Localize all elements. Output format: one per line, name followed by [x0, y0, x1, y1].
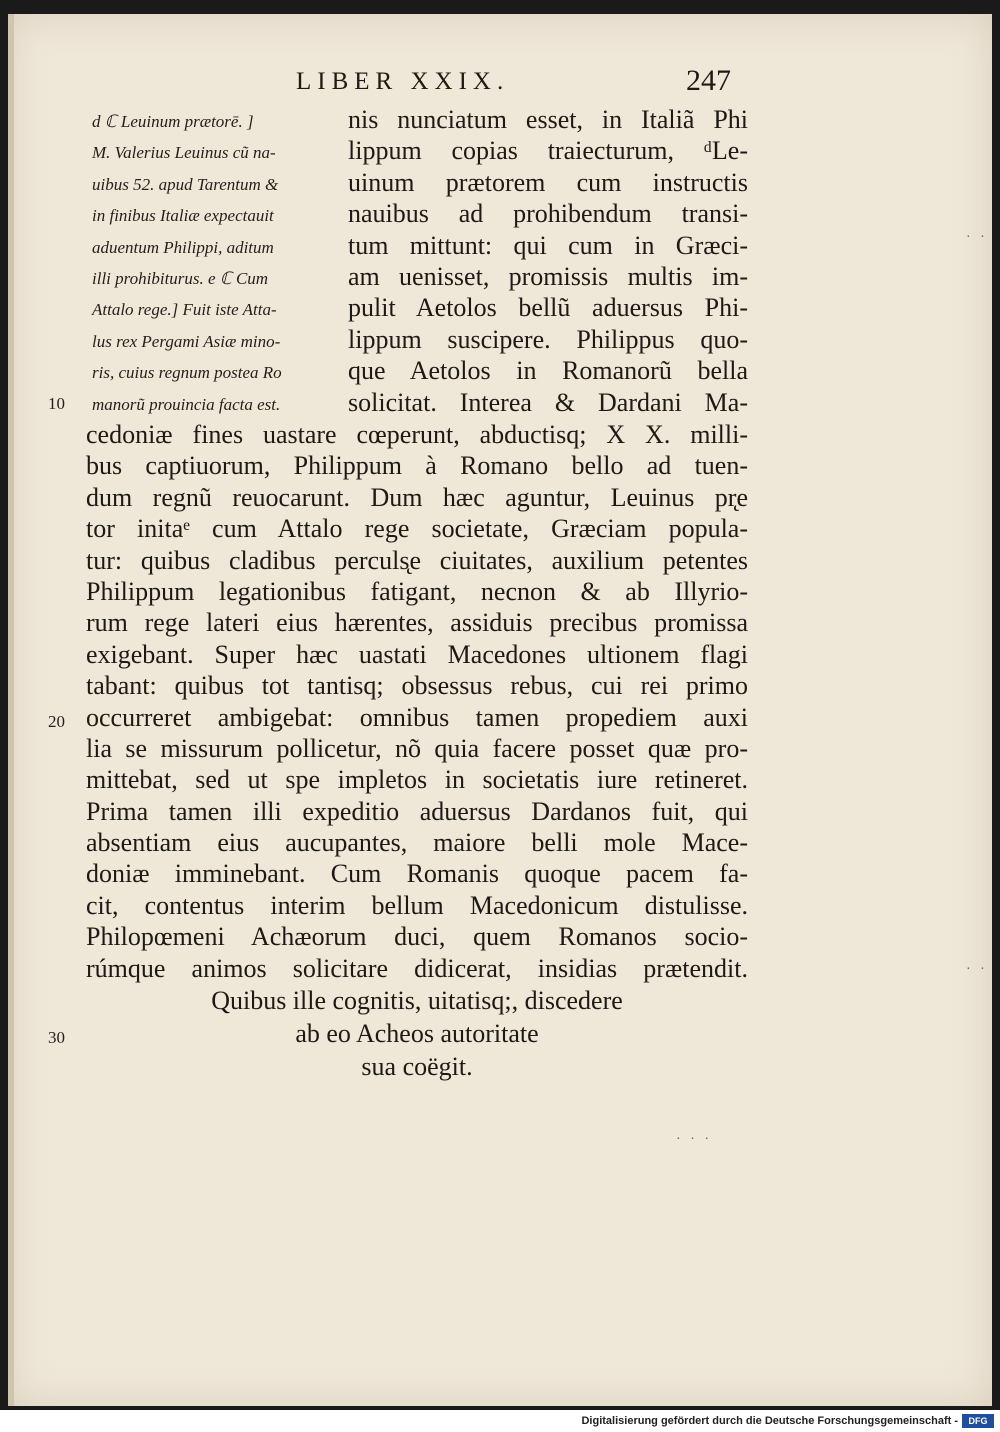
- dfg-logo: DFG: [962, 1414, 994, 1428]
- footer-credit-text: Digitalisierung gefördert durch die Deutsche Forschungsgemeinschaft -: [581, 1415, 958, 1427]
- text-line: dum regnũ reuocarunt. Dum hæc aguntur, Leuinus pr̨e: [86, 482, 748, 512]
- digitization-footer: [0, 1410, 1000, 1432]
- text-line: am uenisset, promissis multis im-: [348, 261, 748, 291]
- line-number-20: 20: [48, 712, 65, 731]
- closing-paragraph: [86, 984, 748, 1083]
- text-line: que Aetolos in Romanorũ bella: [348, 356, 748, 386]
- text-line: Philippum legationibus fatigant, necnon & ab Illyrio-: [86, 576, 748, 606]
- text-line: solicitat. Interea & Dardani Ma-: [348, 387, 748, 417]
- text-line: tur: quibus cladibus perculs̨e ciuitates, auxilium petentes: [86, 545, 748, 575]
- text-line: cedoniæ fines uastare cœperunt, abductisq; X X. milli-: [86, 420, 748, 449]
- paper-speck: · · ·: [676, 1132, 712, 1147]
- marginal-line: illi prohibiturus. e ℂ Cum: [92, 268, 269, 288]
- paper-speck: · ·: [966, 230, 988, 245]
- running-header-title: LIBER XXIX.: [296, 68, 510, 95]
- text-line: occurreret ambigebat: omnibus tamen propediem auxi: [86, 702, 748, 732]
- text-line: tum mittunt: qui cum in Græci-: [348, 230, 748, 260]
- line-number-30: 30: [48, 1028, 65, 1047]
- text-line: lippum suscipere. Philippus quo-: [348, 324, 748, 354]
- marginal-line: aduentum Philippi, aditum: [92, 237, 274, 257]
- text-line: nis nunciatum esset, in Italiã Phi: [348, 105, 748, 134]
- main-text-column-full: [86, 419, 748, 984]
- marginal-line: M. Valerius Leuinus cũ na-: [92, 143, 276, 163]
- text-line: exigebant. Super hæc uastati Macedones ultionem flagi: [86, 639, 748, 669]
- text-line: rum rege lateri eius hærentes, assiduis precibus promissa: [86, 608, 748, 638]
- text-line: pulit Aetolos bellũ aduersus Phi-: [348, 293, 748, 323]
- text-line: absentiam eius aucupantes, maiore belli mole Mace-: [86, 828, 748, 858]
- closing-line: ab eo Acheos autoritate: [295, 1019, 539, 1048]
- text-line: rúmque animos solicitare didicerat, insidias prætendit.: [86, 953, 748, 983]
- marginal-line: in finibus Italiæ expectauit: [92, 206, 274, 226]
- text-line: lia se missurum pollicetur, nõ quia facere posset quæ pro-: [86, 733, 748, 763]
- text-line: nauibus ad prohibendum transi-: [348, 199, 748, 229]
- text-line: uinum prætorem cum instructis: [348, 167, 748, 197]
- marginal-line: lus rex Pergami Asiæ mino-: [92, 331, 281, 351]
- text-line: lippum copias traiecturum, ᵈLe-: [348, 136, 748, 166]
- text-line: bus captiuorum, Philippum à Romano bello ad tuen-: [86, 451, 748, 481]
- paper-speck: · ·: [966, 962, 988, 977]
- closing-line: Quibus ille cognitis, uitatisq;, discedere: [211, 986, 623, 1015]
- page-number: 247: [686, 64, 731, 97]
- text-line: doniæ imminebant. Cum Romanis quoque pacem fa-: [86, 859, 748, 889]
- marginal-line: uibus 52. apud Tarentum &: [92, 174, 279, 194]
- text-line: tor initaᵉ cum Attalo rege societate, Græciam popula-: [86, 514, 748, 544]
- text-line: Prima tamen illi expeditio aduersus Dardanos fuit, qui: [86, 796, 748, 826]
- line-number-10: 10: [48, 394, 65, 413]
- page-gutter-edge: [8, 14, 14, 1406]
- text-line: cit, contentus interim bellum Macedonicum distulisse.: [86, 890, 748, 920]
- text-line: mittebat, sed ut spe impletos in societatis iure retineret.: [86, 765, 748, 795]
- main-text-column-narrow: [348, 104, 748, 418]
- text-line: tabant: quibus tot tantisq; obsessus rebus, cui rei primo: [86, 671, 748, 701]
- marginal-line: ris, cuius regnum postea Ro: [92, 363, 282, 383]
- marginal-line: manorũ prouincia facta est.: [92, 394, 281, 414]
- marginal-line: d ℂ Leuinum prætorē. ]: [92, 112, 254, 131]
- text-line: Philopœmeni Achæorum duci, quem Romanos socio-: [86, 922, 748, 952]
- marginal-line: Attalo rege.] Fuit iste Atta-: [92, 300, 277, 320]
- marginal-note: [92, 106, 340, 420]
- closing-line: sua coëgit.: [361, 1052, 473, 1081]
